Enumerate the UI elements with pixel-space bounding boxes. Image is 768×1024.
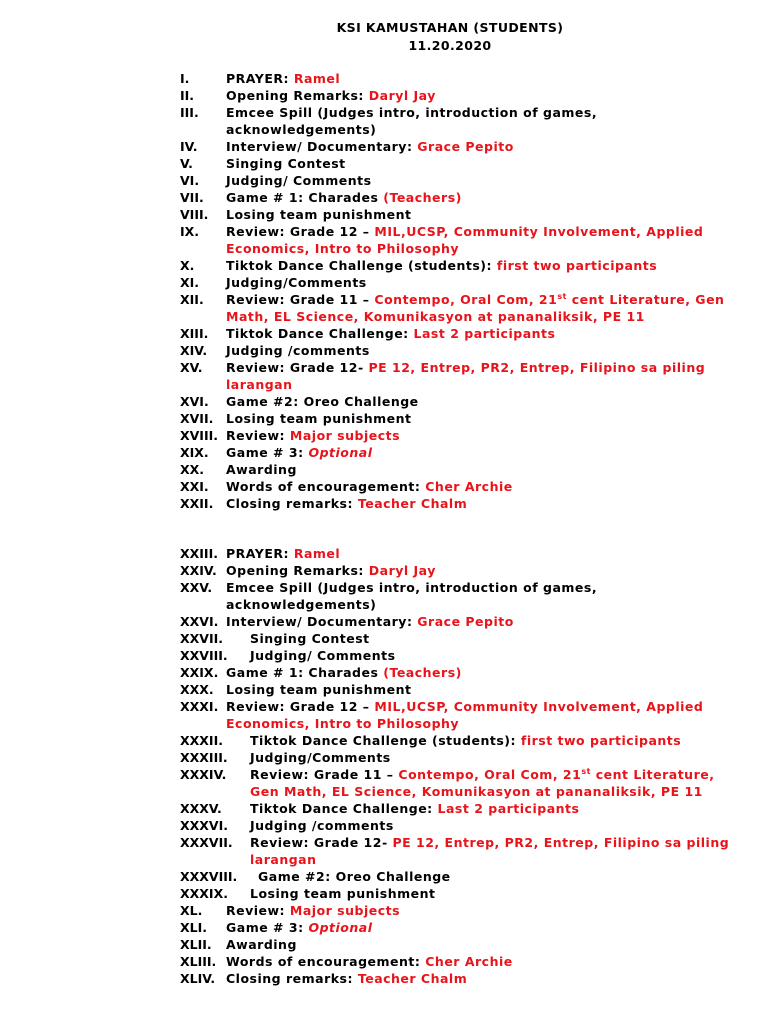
item-text (226, 359, 740, 393)
agenda-item (180, 630, 740, 647)
item-number: XLII. (180, 937, 212, 952)
item-number: V. (180, 156, 193, 171)
highlight-text: first two participants (496, 258, 658, 273)
item-number: XLIII. (180, 954, 217, 969)
item-text (226, 274, 740, 291)
item-number: IV. (180, 139, 198, 154)
item-number: XIII. (180, 326, 209, 341)
item-number: II. (180, 88, 195, 103)
item-label: Judging /comments (226, 343, 370, 358)
item-text (250, 732, 740, 749)
item-number: XVII. (180, 411, 214, 426)
item-label: Awarding (226, 937, 297, 952)
item-label: Judging/Comments (250, 750, 391, 765)
highlight-text: Contempo, Oral Com, 21 (398, 767, 582, 782)
item-label: Tiktok Dance Challenge (students): (226, 258, 497, 273)
item-number: I. (180, 71, 190, 86)
item-label: Judging /comments (250, 818, 394, 833)
agenda-item (180, 223, 740, 257)
program-list-part-2 (180, 545, 740, 987)
item-label: Interview/ Documentary: (226, 614, 418, 629)
item-label: Interview/ Documentary: (226, 139, 418, 154)
item-number: VIII. (180, 207, 209, 222)
item-number: XLIV. (180, 971, 216, 986)
agenda-item (180, 478, 740, 495)
document-date: 11.20.2020 (408, 38, 492, 53)
highlight-text: (Teachers) (383, 190, 462, 205)
item-label: Singing Contest (226, 156, 346, 171)
item-text (226, 257, 740, 274)
agenda-item (180, 834, 740, 868)
agenda-item (180, 427, 740, 444)
agenda-item (180, 613, 740, 630)
item-label: Tiktok Dance Challenge (students): (250, 733, 521, 748)
item-number: XVIII. (180, 428, 219, 443)
item-number: XL. (180, 903, 203, 918)
item-text (226, 291, 740, 325)
highlight-text: Teacher Chalm (357, 496, 468, 511)
item-text (226, 613, 740, 630)
item-label: Awarding (226, 462, 297, 477)
item-text (226, 138, 740, 155)
highlight-text: Daryl Jay (368, 88, 436, 103)
item-label: Tiktok Dance Challenge: (226, 326, 414, 341)
item-label: Review: Grade 12 – (226, 699, 375, 714)
agenda-item (180, 206, 740, 223)
item-text (226, 970, 740, 987)
item-text (226, 902, 740, 919)
item-label: Game # 1: Charades (226, 190, 384, 205)
item-number: XII. (180, 292, 204, 307)
item-label: Game #2: Oreo Challenge (258, 869, 451, 884)
item-text (226, 545, 740, 562)
highlight-text: Optional (308, 920, 373, 935)
item-number: III. (180, 105, 199, 120)
highlight-text: PE 12, Entrep, PR2, Entrep, Filipino sa piling larangan (250, 835, 730, 867)
agenda-item (180, 817, 740, 834)
item-text (226, 936, 740, 953)
item-text (250, 630, 740, 647)
agenda-item (180, 495, 740, 512)
agenda-item (180, 87, 740, 104)
agenda-item (180, 970, 740, 987)
agenda-item (180, 664, 740, 681)
item-number: X. (180, 258, 195, 273)
item-text (226, 206, 740, 223)
item-number: XXXVII. (180, 835, 233, 850)
item-number: XXII. (180, 496, 214, 511)
item-text (226, 953, 740, 970)
item-text (226, 444, 740, 461)
agenda-item (180, 291, 740, 325)
item-text (250, 749, 740, 766)
item-label: Review: Grade 11 – (226, 292, 375, 307)
item-label: Words of encouragement: (226, 954, 426, 969)
agenda-item (180, 461, 740, 478)
item-label: Judging/ Comments (226, 173, 372, 188)
highlight-text: Major subjects (289, 903, 401, 918)
highlight-text: Grace Pepito (417, 614, 514, 629)
highlight-text: Contempo, Oral Com, 21 (374, 292, 558, 307)
item-text (226, 919, 740, 936)
highlight-text: Ramel (293, 546, 341, 561)
highlight-text: Last 2 participants (437, 801, 580, 816)
item-label: Words of encouragement: (226, 479, 426, 494)
item-number: XXIV. (180, 563, 217, 578)
item-text (258, 868, 740, 885)
item-text (250, 885, 740, 902)
item-number: VII. (180, 190, 204, 205)
highlight-text: cent Literature, Gen Math, EL Science, Komunikasyon at pananaliksik, PE 11 (250, 767, 715, 799)
item-number: XXXIV. (180, 767, 227, 782)
item-text (226, 562, 740, 579)
item-text (250, 647, 740, 664)
agenda-item (180, 257, 740, 274)
agenda-item (180, 732, 740, 749)
item-number: XXXIX. (180, 886, 228, 901)
item-text (226, 681, 740, 698)
item-label: Losing team punishment (226, 207, 412, 222)
item-label: Closing remarks: (226, 971, 358, 986)
agenda-item (180, 104, 740, 138)
item-number: XXV. (180, 580, 213, 595)
item-number: XXIX. (180, 665, 219, 680)
highlight-text: Grace Pepito (417, 139, 514, 154)
agenda-item (180, 562, 740, 579)
agenda-item (180, 681, 740, 698)
item-text (226, 70, 740, 87)
item-label: Losing team punishment (250, 886, 436, 901)
item-text (226, 410, 740, 427)
item-label: Closing remarks: (226, 496, 358, 511)
item-text (226, 427, 740, 444)
item-text (226, 698, 740, 732)
item-number: XLI. (180, 920, 208, 935)
agenda-item (180, 274, 740, 291)
item-label: Game #2: Oreo Challenge (226, 394, 419, 409)
agenda-item (180, 868, 740, 885)
item-number: XV. (180, 360, 203, 375)
item-text (226, 172, 740, 189)
item-label: Game # 3: (226, 920, 309, 935)
item-number: XXVI. (180, 614, 219, 629)
item-label: Emcee Spill (Judges intro, introduction of games, acknowledgements) (226, 580, 598, 612)
item-label: Tiktok Dance Challenge: (250, 801, 438, 816)
agenda-item (180, 936, 740, 953)
highlight-text: Cher Archie (425, 954, 513, 969)
item-text (226, 478, 740, 495)
item-text (226, 579, 740, 613)
agenda-item (180, 138, 740, 155)
agenda-item (180, 359, 740, 393)
item-number: XX. (180, 462, 205, 477)
item-label: Review: (226, 428, 290, 443)
item-label: PRAYER: (226, 546, 294, 561)
item-number: XXI. (180, 479, 209, 494)
highlight-text: Cher Archie (425, 479, 513, 494)
agenda-item (180, 800, 740, 817)
item-number: XIX. (180, 445, 209, 460)
item-number: XXX. (180, 682, 214, 697)
item-text (226, 87, 740, 104)
item-number: XXIII. (180, 546, 218, 561)
item-label: Review: Grade 12 – (226, 224, 375, 239)
item-label: Opening Remarks: (226, 88, 369, 103)
highlight-text: first two participants (520, 733, 682, 748)
highlight-text: Major subjects (289, 428, 401, 443)
highlight-text: Daryl Jay (368, 563, 436, 578)
item-label: Judging/ Comments (250, 648, 396, 663)
agenda-item (180, 902, 740, 919)
highlight-text: Ramel (293, 71, 341, 86)
item-label: Emcee Spill (Judges intro, introduction of games, acknowledgements) (226, 105, 598, 137)
agenda-item (180, 919, 740, 936)
item-text (226, 393, 740, 410)
item-label: Game # 1: Charades (226, 665, 384, 680)
program-list-part-1 (180, 70, 740, 512)
agenda-item (180, 444, 740, 461)
item-number: XXVIII. (180, 648, 228, 663)
item-number: XI. (180, 275, 200, 290)
item-label: Review: (226, 903, 290, 918)
agenda-item (180, 698, 740, 732)
item-label: Review: Grade 11 – (250, 767, 399, 782)
item-number: XXXV. (180, 801, 222, 816)
item-number: XXVII. (180, 631, 223, 646)
highlight-text: Last 2 participants (413, 326, 556, 341)
agenda-item (180, 545, 740, 562)
item-number: XXXII. (180, 733, 223, 748)
item-text (250, 834, 740, 868)
item-label: Singing Contest (250, 631, 370, 646)
item-text (226, 495, 740, 512)
highlight-text: Teacher Chalm (357, 971, 468, 986)
item-text (226, 325, 740, 342)
agenda-item (180, 647, 740, 664)
item-number: XXXVI. (180, 818, 228, 833)
agenda-item (180, 325, 740, 342)
item-text (226, 664, 740, 681)
agenda-item (180, 393, 740, 410)
highlight-text: Optional (308, 445, 373, 460)
document-title: KSI KAMUSTAHAN (STUDENTS) (336, 20, 564, 35)
item-text (226, 189, 740, 206)
item-number: XXXIII. (180, 750, 228, 765)
item-label: Losing team punishment (226, 411, 412, 426)
highlight-text: MIL,UCSP, Community Involvement, Applied Economics, Intro to Philosophy (226, 224, 704, 256)
agenda-item (180, 953, 740, 970)
item-label: Judging/Comments (226, 275, 367, 290)
item-label: Opening Remarks: (226, 563, 369, 578)
item-text (226, 223, 740, 257)
agenda-item (180, 579, 740, 613)
agenda-item (180, 342, 740, 359)
item-text (226, 155, 740, 172)
highlight-text: cent Literature, Gen Math, EL Science, Komunikasyon at pananaliksik, PE 11 (226, 292, 725, 324)
agenda-item (180, 410, 740, 427)
item-number: IX. (180, 224, 200, 239)
highlight-text: st (557, 291, 567, 301)
item-label: Losing team punishment (226, 682, 412, 697)
highlight-text: MIL,UCSP, Community Involvement, Applied Economics, Intro to Philosophy (226, 699, 704, 731)
agenda-item (180, 70, 740, 87)
item-text (250, 766, 740, 800)
agenda-item (180, 155, 740, 172)
item-label: PRAYER: (226, 71, 294, 86)
item-number: XIV. (180, 343, 208, 358)
agenda-item (180, 749, 740, 766)
agenda-item (180, 172, 740, 189)
item-label: Review: Grade 12- (250, 835, 393, 850)
highlight-text: (Teachers) (383, 665, 462, 680)
item-number: XXXI. (180, 699, 219, 714)
highlight-text: PE 12, Entrep, PR2, Entrep, Filipino sa piling larangan (226, 360, 706, 392)
item-text (226, 104, 740, 138)
item-label: Review: Grade 12- (226, 360, 369, 375)
highlight-text: st (581, 766, 591, 776)
item-text (226, 461, 740, 478)
item-text (226, 342, 740, 359)
item-text (250, 817, 740, 834)
agenda-item (180, 766, 740, 800)
item-label: Game # 3: (226, 445, 309, 460)
agenda-item (180, 189, 740, 206)
item-number: VI. (180, 173, 200, 188)
item-number: XVI. (180, 394, 209, 409)
item-text (250, 800, 740, 817)
item-number: XXXVIII. (180, 869, 238, 884)
agenda-item (180, 885, 740, 902)
